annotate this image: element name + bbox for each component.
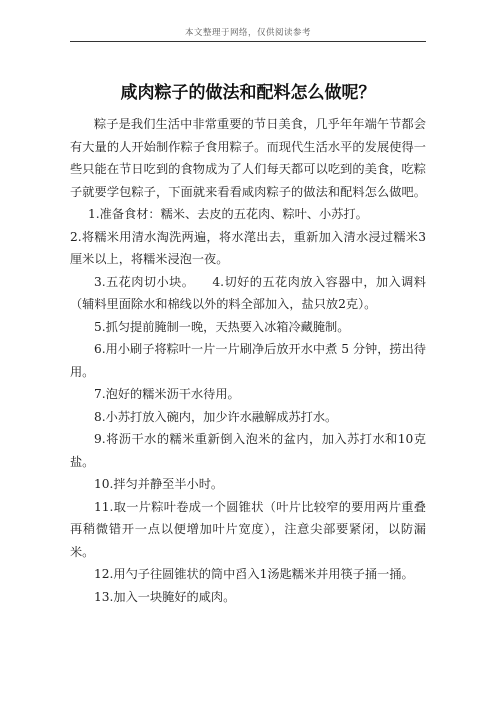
- step-13: 13.加入一块腌好的咸肉。: [94, 589, 236, 604]
- step-1: 1.准备食材：糯米、去皮的五花肉、粽叶、小苏打。: [88, 207, 368, 221]
- article-title: 咸肉粽子的做法和配料怎么做呢？: [120, 83, 376, 103]
- step-2: 2.将糯米用清水淘洗两遍，将水滗出去，重新加入清水浸过糯米3厘米以上，将糯米浸泡一夜。: [70, 229, 426, 266]
- header-note: 本文整理于网络，仅供阅读参考: [184, 28, 311, 38]
- step-5: 5.抓匀提前腌制一晚，天热要入冰箱冷藏腌制。: [94, 319, 350, 334]
- step-11: 11.取一片粽叶卷成一个圆锥状（叶片比较窄的要用两片重叠再稍微错开一点以便增加叶片宽度），注意尖部要紧闭，以防漏米。: [70, 499, 426, 559]
- step-8: 8.小苏打放入碗内，加少许水融解成苏打水。: [94, 409, 338, 424]
- header-divider: [70, 41, 426, 42]
- intro-paragraph: [70, 113, 426, 226]
- steps-3-4-paragraph: [70, 271, 426, 316]
- step-10: 10.拌匀并静至半小时。: [94, 477, 224, 491]
- step-9: 9.将沥干水的糯米重新倒入泡米的盆内，加入苏打水和10克盐。: [70, 432, 426, 469]
- intro-text: 粽子是我们生活中非常重要的节日美食，几乎年年端午节都会有大量的人开始制作粽子食用粽子。而现代生活水平的发展使得一些只能在节日吃到的食物成为了人们每天都可以吃到的美食，吃粽子就要学包粽子，下面就来看看咸肉粽子的做法和配料怎么做吧。: [70, 117, 426, 199]
- step-6: 6.用小刷子将粽叶一片一片刷净后放开水中煮 5 分钟，捞出待用。: [70, 342, 426, 379]
- step-3: 3.五花肉切小块。: [94, 274, 195, 289]
- step-12: 12.用勺子往圆锥状的筒中舀入1汤匙糯米并用筷子捅一捅。: [94, 567, 414, 581]
- step-4: 4.切好的五花肉放入容器中，加入调料（辅料里面除水和棉线以外的料全部加入，盐只放2克）。: [70, 274, 426, 311]
- article-body: [70, 113, 426, 608]
- step-7: 7.泡好的糯米沥干水待用。: [94, 387, 240, 401]
